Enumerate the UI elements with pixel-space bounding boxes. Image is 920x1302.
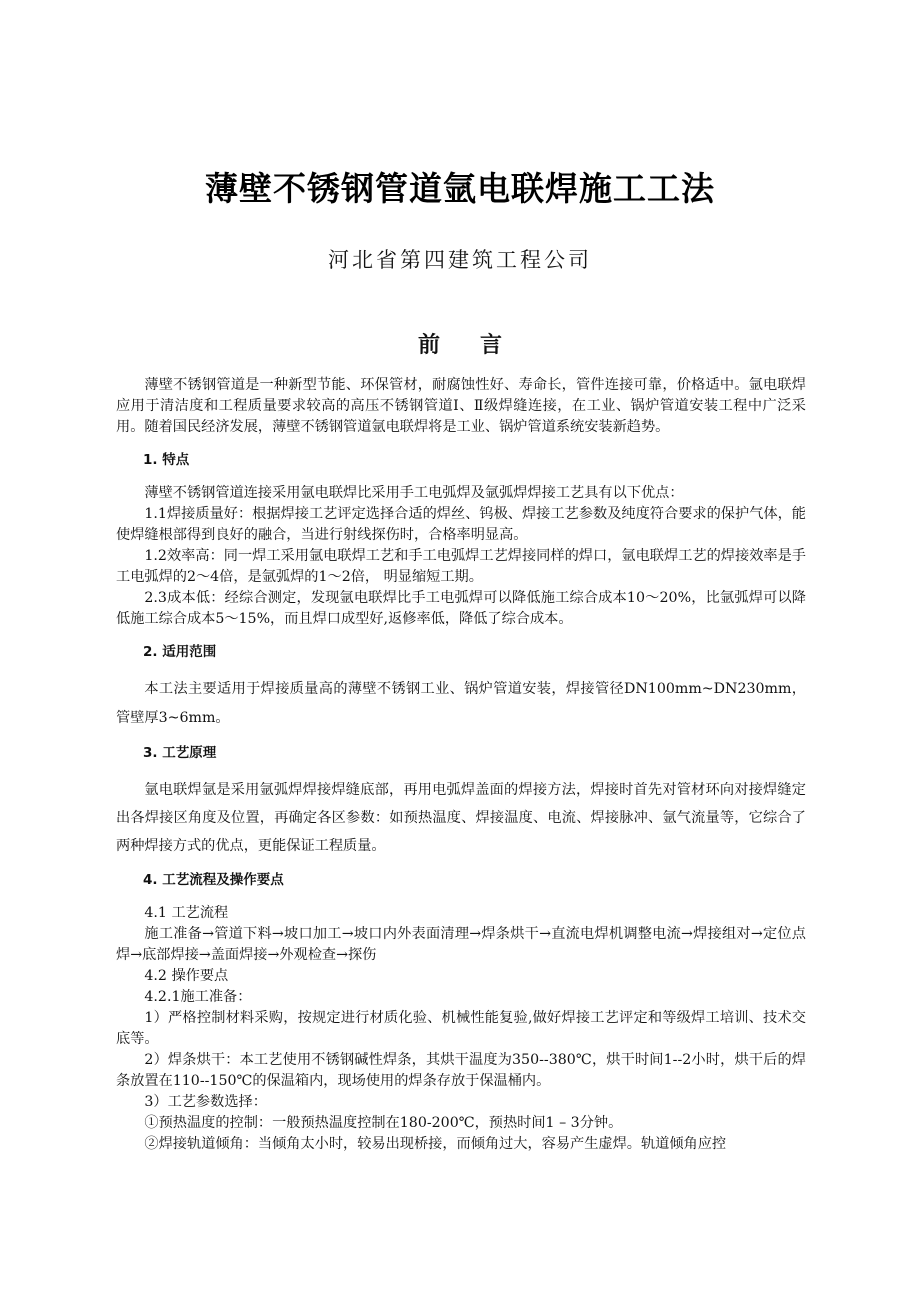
section-2-paragraph: 本工法主要适用于焊接质量高的薄壁不锈钢工业、锅炉管道安装，焊接管径DN100mm~DN230mm，管壁厚3~6mm。 (116, 681, 806, 726)
list-item-2: 2）焊条烘干：本工艺使用不锈钢碱性焊条，其烘干温度为350--380℃，烘干时间1--2小时，烘干后的焊条放置在110--150℃的保温箱内，现场使用的焊条存放于保温桶内。 (116, 1052, 806, 1089)
author-line: 河北省第四建筑工程公司 (328, 248, 592, 272)
section-1-intro: 薄壁不锈钢管道连接采用氩电联焊比采用手工电弧焊及氩弧焊焊接工艺具有以下优点： (144, 485, 684, 501)
section-3-paragraph: 氩电联焊氩是采用氩弧焊焊接焊缝底部，再用电弧焊盖面的焊接方法，焊接时首先对管材环向对接焊缝定出各焊接区角度及位置，再确定各区参数：如预热温度、焊接温度、电流、焊接脉冲、氩气流量等，它综合了两种焊接方式的优点，更能保证工程质量。 (116, 782, 806, 854)
list-item-3: 3）工艺参数选择： (144, 1094, 267, 1110)
section-heading-3: 3. 工艺原理 (143, 745, 217, 761)
section-1-item-1: 1.1焊接质量好：根据焊接工艺评定选择合适的焊丝、钨极、焊接工艺参数及纯度符合要求的保护气体，能使焊缝根部得到良好的融合，当进行射线探伤时，合格率明显高。 (116, 506, 806, 543)
document-body (116, 375, 806, 1155)
section-heading-1: 1. 特点 (143, 452, 190, 468)
process-flow: 施工准备→管道下料→坡口加工→坡口内外表面清理→焊条烘干→直流电焊机调整电流→焊接组对→定位点焊→底部焊接→盖面焊接→外观检查→探伤 (116, 926, 806, 963)
document-title: 薄壁不锈钢管道氩电联焊施工工法 (205, 169, 715, 208)
preface-paragraph: 薄壁不锈钢管道是一种新型节能、环保管材，耐腐蚀性好、寿命长，管件连接可靠，价格适中。氩电联焊应用于清洁度和工程质量要求较高的高压不锈钢管道Ⅰ、Ⅱ级焊缝连接，在工业、锅炉管道安装工程中广泛采用。随着国民经济发展，薄壁不锈钢管道氩电联焊将是工业、锅炉管道系统安装新趋势。 (116, 377, 806, 435)
preface-heading (0, 328, 920, 359)
subsection-4-2-1: 4.2.1施工准备： (144, 989, 252, 1005)
subsection-4-2: 4.2 操作要点 (144, 968, 229, 984)
param-item-2: ②焊接轨道倾角：当倾角太小时，较易出现桥接，而倾角过大，容易产生虚焊。轨道倾角应控 (144, 1136, 727, 1152)
section-heading-2: 2. 适用范围 (143, 644, 217, 660)
subsection-4-1: 4.1 工艺流程 (144, 905, 229, 921)
preface-char-1: 前 (417, 333, 440, 358)
section-heading-4: 4. 工艺流程及操作要点 (143, 872, 284, 888)
section-1-item-3: 2.3成本低：经综合测定，发现氩电联焊比手工电弧焊可以降低施工综合成本10～20%，比氩弧焊可以降低施工综合成本5～15%，而且焊口成型好,返修率低，降低了综合成本。 (116, 590, 806, 627)
list-item-1: 1）严格控制材料采购，按规定进行材质化验、机械性能复验,做好焊接工艺评定和等级焊工培训、技术交底等。 (116, 1010, 806, 1047)
section-1-item-2: 1.2效率高：同一焊工采用氩电联焊工艺和手工电弧焊工艺焊接同样的焊口，氩电联焊工艺的焊接效率是手工电弧焊的2～4倍，是氩弧焊的1～2倍， 明显缩短工期。 (116, 548, 806, 585)
preface-char-2: 言 (480, 333, 503, 358)
param-item-1: ①预热温度的控制：一般预热温度控制在180-200℃，预热时间1 – 3分钟。 (144, 1115, 623, 1131)
